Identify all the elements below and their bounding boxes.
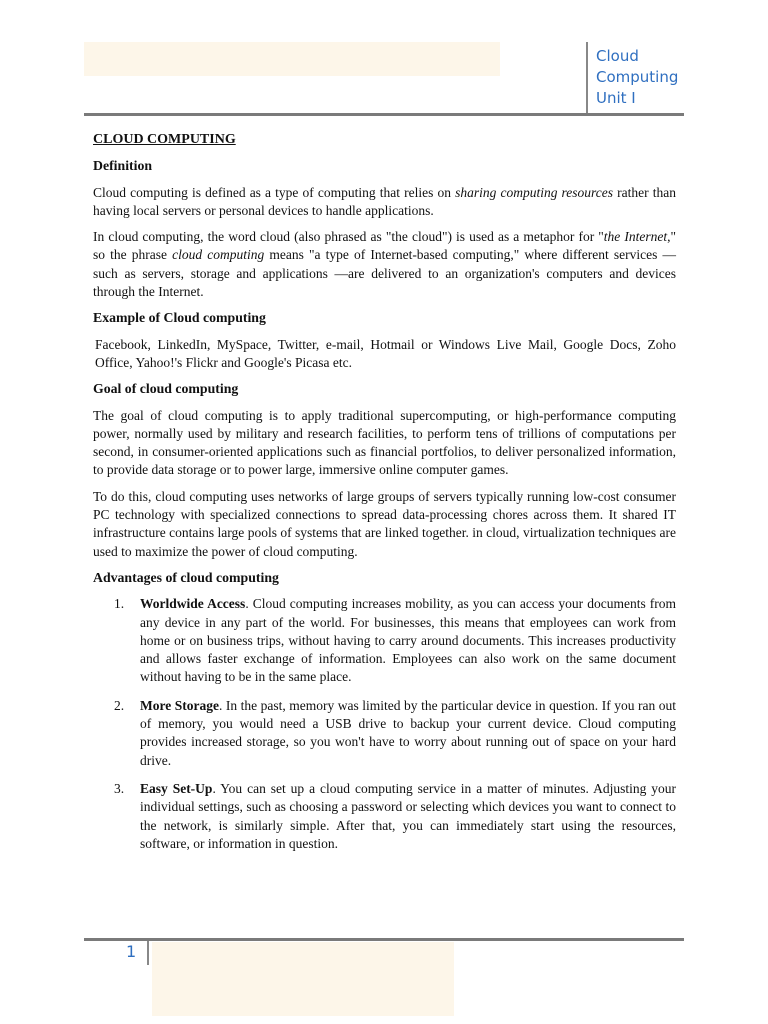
- list-item-title: Worldwide Access: [140, 596, 246, 612]
- list-item: [93, 595, 676, 686]
- footer-divider: [147, 941, 149, 965]
- text-run: rather than having local servers or personal devices to handle applications.: [93, 184, 677, 218]
- list-item-text: . In the past, memory was limited by the particular device in question. If you ran out of memory, you would need a USB drive to backup your current device. Cloud computing provides increased storage, so you won't have to worry about running out of space on your hard drive.: [140, 697, 676, 768]
- list-item: [93, 697, 676, 770]
- document-body: [93, 127, 676, 863]
- header-highlight-box: [84, 42, 500, 76]
- header-title-line1: Cloud: [596, 47, 639, 65]
- text-run: In cloud computing, the word cloud (also phrased as "the cloud") is used as a metaphor for ": [93, 229, 604, 245]
- header-rule: [84, 113, 684, 116]
- text-run: Cloud computing is defined as a type of computing that relies on: [93, 184, 456, 200]
- header-title-line3: Unit I: [596, 89, 636, 107]
- definition-heading: Definition: [93, 158, 153, 174]
- emphasis: cloud computing: [172, 247, 265, 263]
- footer-rule: [84, 938, 684, 941]
- list-number: 1.: [114, 596, 125, 612]
- list-number: 3.: [114, 780, 125, 796]
- emphasis: the Internet: [603, 229, 668, 245]
- list-item-title: More Storage: [140, 697, 219, 713]
- list-item: [93, 780, 676, 853]
- list-number: 2.: [114, 697, 125, 713]
- advantages-list: [93, 595, 676, 853]
- definition-paragraph-1: [93, 184, 676, 221]
- goal-paragraph-1: The goal of cloud computing is to apply traditional supercomputing, or high-performance computing power, normally used by military and research facilities, to perform tens of trillions of computations per second, in consumer-oriented applications such as financial portfolios, to deliver personalized information, to provide data storage or to power large, immersive online computer games.: [93, 407, 676, 478]
- text-run: means "a type of Internet-based computing," where different services — such as servers, storage and applications —are delivered to an organization's computers and devices through the Internet.: [93, 247, 676, 300]
- emphasis: sharing computing resources: [455, 184, 614, 200]
- list-item-text: . Cloud computing increases mobility, as you can access your documents from any device in any part of the world. For businesses, this means that employees can work from home or on business trips, without having to carry around documents. This increases productivity and allows faster exchange of information. Employees can also work on the same document without having to be in the same place.: [140, 596, 677, 685]
- header-title: [596, 46, 706, 109]
- header-title-line2: Computing: [596, 68, 679, 86]
- list-item-title: Easy Set-Up: [140, 780, 213, 796]
- goal-heading: Goal of cloud computing: [93, 381, 239, 397]
- document-title: CLOUD COMPUTING: [93, 132, 236, 147]
- footer-highlight-box: [152, 942, 454, 1016]
- advantages-heading: Advantages of cloud computing: [93, 569, 279, 585]
- example-paragraph: Facebook, LinkedIn, MySpace, Twitter, e-mail, Hotmail or Windows Live Mail, Google Docs, Zoho Office, Yahoo!'s Flickr and Google's Picasa etc.: [95, 336, 676, 370]
- goal-paragraph-2: To do this, cloud computing uses networks of large groups of servers typically running low-cost consumer PC technology with specialized connections to spread data-processing chores across them. It shared IT infrastructure contains large pools of systems that are linked together. in cloud, virtualization techniques are used to maximize the power of cloud computing.: [93, 488, 676, 559]
- page-number: 1: [126, 942, 137, 961]
- definition-paragraph-2: [93, 228, 676, 301]
- text-run: ," so the phrase: [93, 229, 677, 263]
- list-item-text: . You can set up a cloud computing service in a matter of minutes. Adjusting your individual settings, such as choosing a password or selecting which devices you want to connect to the network, is similarly simple. After that, you can immediately start using the resources, software, or information in question.: [140, 780, 676, 851]
- example-heading: Example of Cloud computing: [93, 310, 266, 326]
- header-divider: [586, 42, 588, 114]
